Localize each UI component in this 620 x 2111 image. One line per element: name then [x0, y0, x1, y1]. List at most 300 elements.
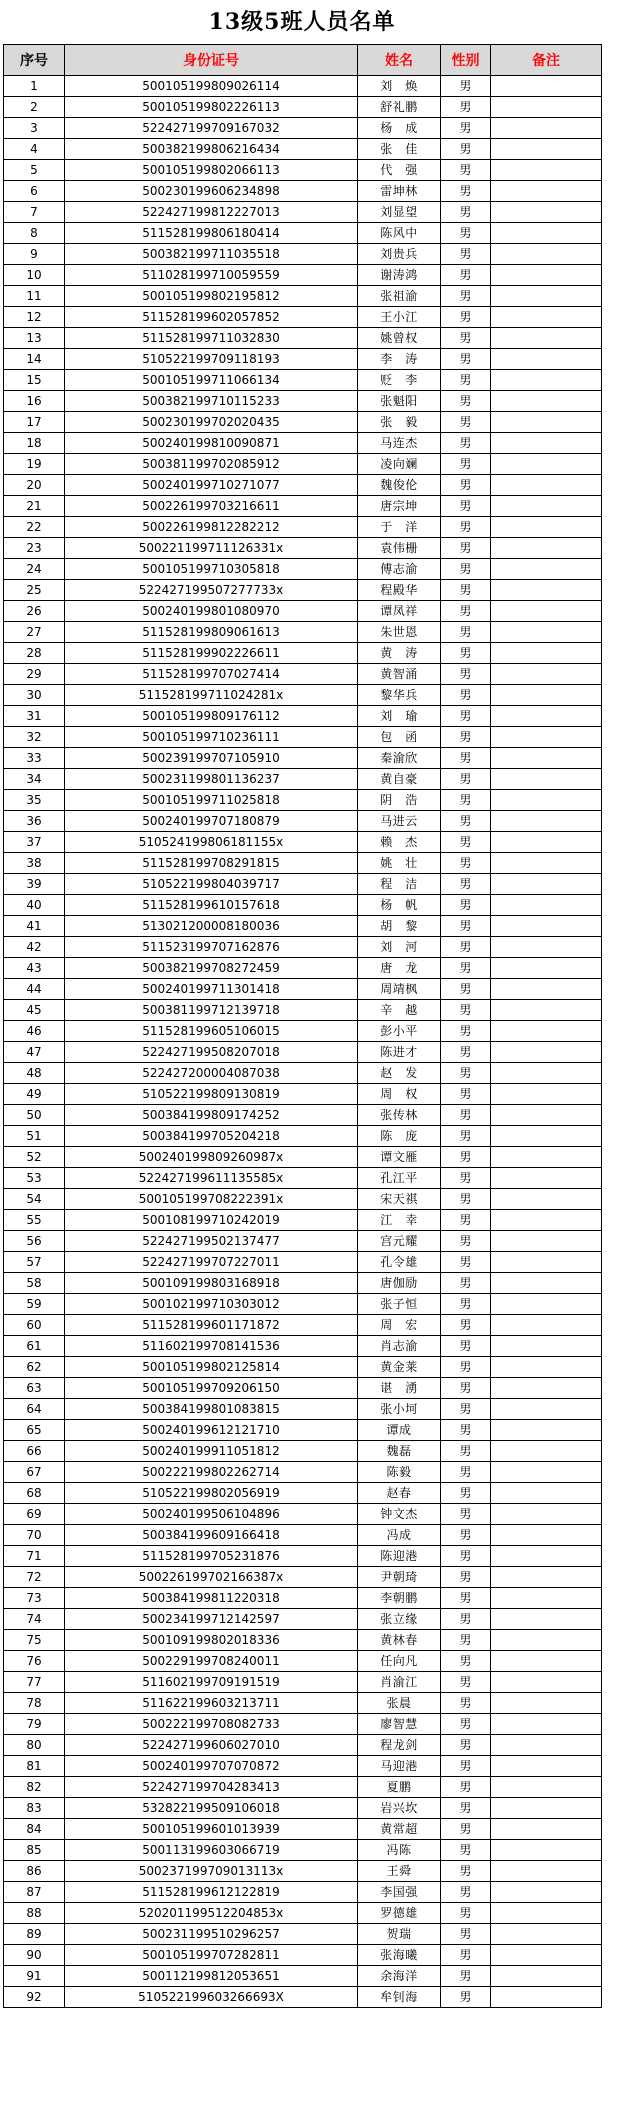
row-id-number: 511528199708291815 — [65, 853, 358, 874]
row-remark — [491, 1609, 602, 1630]
table-row — [4, 1882, 602, 1903]
row-seq: 62 — [4, 1357, 65, 1378]
row-id-number: 500240199911051812 — [65, 1441, 358, 1462]
row-remark — [491, 1273, 602, 1294]
row-seq: 68 — [4, 1483, 65, 1504]
row-remark — [491, 832, 602, 853]
row-name: 李 涛 — [358, 349, 441, 370]
row-id-number: 500105199802226113 — [65, 97, 358, 118]
row-gender: 男 — [441, 811, 491, 832]
row-remark — [491, 1462, 602, 1483]
table-row — [4, 496, 602, 517]
row-seq: 41 — [4, 916, 65, 937]
row-seq: 61 — [4, 1336, 65, 1357]
row-seq: 55 — [4, 1210, 65, 1231]
row-id-number: 500237199709013113x — [65, 1861, 358, 1882]
row-seq: 91 — [4, 1966, 65, 1987]
table-row — [4, 1651, 602, 1672]
row-remark — [491, 1357, 602, 1378]
table-row — [4, 1378, 602, 1399]
row-gender: 男 — [441, 1378, 491, 1399]
table-row — [4, 454, 602, 475]
table-row — [4, 1105, 602, 1126]
row-remark — [491, 286, 602, 307]
row-seq: 45 — [4, 1000, 65, 1021]
row-remark — [491, 853, 602, 874]
row-id-number: 510522199603266693X — [65, 1987, 358, 2008]
roster-body — [4, 76, 602, 2008]
row-name: 黄林春 — [358, 1630, 441, 1651]
row-id-number: 511528199605106015 — [65, 1021, 358, 1042]
table-row — [4, 328, 602, 349]
row-name: 陈迎港 — [358, 1546, 441, 1567]
row-name: 夏鹏 — [358, 1777, 441, 1798]
row-name: 尹朝琦 — [358, 1567, 441, 1588]
table-row — [4, 1315, 602, 1336]
row-gender: 男 — [441, 1441, 491, 1462]
row-remark — [491, 1819, 602, 1840]
table-row — [4, 853, 602, 874]
header-id: 身份证号 — [65, 45, 358, 76]
row-name: 程 洁 — [358, 874, 441, 895]
row-remark — [491, 1924, 602, 1945]
row-id-number: 500240199710271077 — [65, 475, 358, 496]
table-row — [4, 118, 602, 139]
table-row — [4, 1924, 602, 1945]
row-gender: 男 — [441, 706, 491, 727]
row-seq: 72 — [4, 1567, 65, 1588]
row-seq: 4 — [4, 139, 65, 160]
row-seq: 29 — [4, 664, 65, 685]
row-name: 马迎港 — [358, 1756, 441, 1777]
row-id-number: 511528199612122819 — [65, 1882, 358, 1903]
row-gender: 男 — [441, 1777, 491, 1798]
row-remark — [491, 559, 602, 580]
row-gender: 男 — [441, 727, 491, 748]
row-remark — [491, 1189, 602, 1210]
row-seq: 83 — [4, 1798, 65, 1819]
row-remark — [491, 958, 602, 979]
row-id-number: 500384199809174252 — [65, 1105, 358, 1126]
row-seq: 86 — [4, 1861, 65, 1882]
row-gender: 男 — [441, 1546, 491, 1567]
row-id-number: 522427199508207018 — [65, 1042, 358, 1063]
row-remark — [491, 1084, 602, 1105]
row-id-number: 511528199711032830 — [65, 328, 358, 349]
row-seq: 76 — [4, 1651, 65, 1672]
row-id-number: 511528199806180414 — [65, 223, 358, 244]
table-row — [4, 1294, 602, 1315]
row-id-number: 500105199802066113 — [65, 160, 358, 181]
row-name: 钟文杰 — [358, 1504, 441, 1525]
row-remark — [491, 349, 602, 370]
row-remark — [491, 538, 602, 559]
row-name: 张海曦 — [358, 1945, 441, 1966]
row-name: 肖志渝 — [358, 1336, 441, 1357]
row-id-number: 500226199812282212 — [65, 517, 358, 538]
row-id-number: 500240199809260987x — [65, 1147, 358, 1168]
row-gender: 男 — [441, 244, 491, 265]
row-gender: 男 — [441, 412, 491, 433]
row-name: 唐伽励 — [358, 1273, 441, 1294]
row-name: 孔令雄 — [358, 1252, 441, 1273]
row-seq: 35 — [4, 790, 65, 811]
header-name: 姓名 — [358, 45, 441, 76]
row-gender: 男 — [441, 139, 491, 160]
row-gender: 男 — [441, 433, 491, 454]
row-gender: 男 — [441, 1252, 491, 1273]
row-id-number: 500105199710236111 — [65, 727, 358, 748]
row-seq: 22 — [4, 517, 65, 538]
table-row — [4, 202, 602, 223]
row-name: 马进云 — [358, 811, 441, 832]
table-row — [4, 1777, 602, 1798]
row-name: 程殿华 — [358, 580, 441, 601]
row-seq: 12 — [4, 307, 65, 328]
row-seq: 54 — [4, 1189, 65, 1210]
row-name: 周 宏 — [358, 1315, 441, 1336]
table-row — [4, 832, 602, 853]
row-gender: 男 — [441, 496, 491, 517]
row-id-number: 500105199809026114 — [65, 76, 358, 97]
row-remark — [491, 1021, 602, 1042]
row-gender: 男 — [441, 643, 491, 664]
table-row — [4, 244, 602, 265]
row-remark — [491, 811, 602, 832]
row-id-number: 510522199809130819 — [65, 1084, 358, 1105]
row-remark — [491, 1882, 602, 1903]
row-id-number: 500105199711025818 — [65, 790, 358, 811]
row-remark — [491, 307, 602, 328]
row-remark — [491, 517, 602, 538]
table-row — [4, 1420, 602, 1441]
row-gender: 男 — [441, 1966, 491, 1987]
row-gender: 男 — [441, 475, 491, 496]
row-name: 陈进才 — [358, 1042, 441, 1063]
row-seq: 74 — [4, 1609, 65, 1630]
table-row — [4, 706, 602, 727]
row-seq: 57 — [4, 1252, 65, 1273]
row-name: 凌向斓 — [358, 454, 441, 475]
row-name: 张子恒 — [358, 1294, 441, 1315]
table-row — [4, 223, 602, 244]
row-gender: 男 — [441, 1231, 491, 1252]
row-seq: 84 — [4, 1819, 65, 1840]
row-remark — [491, 1987, 602, 2008]
row-remark — [491, 328, 602, 349]
row-remark — [491, 1567, 602, 1588]
table-row — [4, 1210, 602, 1231]
row-gender: 男 — [441, 979, 491, 1000]
table-row — [4, 1084, 602, 1105]
row-name: 杨 成 — [358, 118, 441, 139]
row-remark — [491, 244, 602, 265]
row-seq: 37 — [4, 832, 65, 853]
table-row — [4, 97, 602, 118]
row-seq: 2 — [4, 97, 65, 118]
row-gender: 男 — [441, 1420, 491, 1441]
row-seq: 13 — [4, 328, 65, 349]
row-gender: 男 — [441, 349, 491, 370]
row-gender: 男 — [441, 1315, 491, 1336]
row-remark — [491, 223, 602, 244]
row-id-number: 500384199609166418 — [65, 1525, 358, 1546]
row-gender: 男 — [441, 1861, 491, 1882]
table-row — [4, 1672, 602, 1693]
table-row — [4, 1252, 602, 1273]
table-row — [4, 1399, 602, 1420]
row-seq: 77 — [4, 1672, 65, 1693]
row-id-number: 500240199711301418 — [65, 979, 358, 1000]
row-name: 赖 杰 — [358, 832, 441, 853]
row-gender: 男 — [441, 1714, 491, 1735]
table-row — [4, 664, 602, 685]
table-row — [4, 307, 602, 328]
row-gender: 男 — [441, 1168, 491, 1189]
row-name: 黄自豪 — [358, 769, 441, 790]
row-seq: 24 — [4, 559, 65, 580]
row-id-number: 500105199707282811 — [65, 1945, 358, 1966]
row-gender: 男 — [441, 202, 491, 223]
row-seq: 44 — [4, 979, 65, 1000]
row-id-number: 511528199809061613 — [65, 622, 358, 643]
row-seq: 28 — [4, 643, 65, 664]
row-seq: 73 — [4, 1588, 65, 1609]
row-seq: 90 — [4, 1945, 65, 1966]
row-remark — [491, 370, 602, 391]
row-seq: 85 — [4, 1840, 65, 1861]
row-gender: 男 — [441, 832, 491, 853]
row-name: 马连杰 — [358, 433, 441, 454]
row-name: 刘 河 — [358, 937, 441, 958]
row-gender: 男 — [441, 1630, 491, 1651]
row-remark — [491, 76, 602, 97]
row-gender: 男 — [441, 958, 491, 979]
row-remark — [491, 1861, 602, 1882]
row-name: 陈 庞 — [358, 1126, 441, 1147]
row-seq: 36 — [4, 811, 65, 832]
row-remark — [491, 769, 602, 790]
table-row — [4, 559, 602, 580]
row-id-number: 511528199601171872 — [65, 1315, 358, 1336]
row-name: 姚曾权 — [358, 328, 441, 349]
header-row — [4, 45, 602, 76]
row-name: 彭小平 — [358, 1021, 441, 1042]
row-name: 廖智慧 — [358, 1714, 441, 1735]
row-seq: 87 — [4, 1882, 65, 1903]
row-remark — [491, 97, 602, 118]
row-gender: 男 — [441, 118, 491, 139]
row-gender: 男 — [441, 97, 491, 118]
row-remark — [491, 1504, 602, 1525]
row-remark — [491, 664, 602, 685]
table-row — [4, 1756, 602, 1777]
row-gender: 男 — [441, 1273, 491, 1294]
row-seq: 47 — [4, 1042, 65, 1063]
row-gender: 男 — [441, 664, 491, 685]
table-row — [4, 1546, 602, 1567]
row-id-number: 500240199707180879 — [65, 811, 358, 832]
row-id-number: 532822199509106018 — [65, 1798, 358, 1819]
row-id-number: 522427199502137477 — [65, 1231, 358, 1252]
row-gender: 男 — [441, 790, 491, 811]
roster-table — [3, 44, 602, 2008]
table-row — [4, 1126, 602, 1147]
row-name: 黄常超 — [358, 1819, 441, 1840]
table-row — [4, 1966, 602, 1987]
row-name: 孔江平 — [358, 1168, 441, 1189]
row-name: 李朝鹏 — [358, 1588, 441, 1609]
row-id-number: 500240199612121710 — [65, 1420, 358, 1441]
row-seq: 25 — [4, 580, 65, 601]
row-gender: 男 — [441, 1840, 491, 1861]
row-name: 舒礼鹏 — [358, 97, 441, 118]
row-id-number: 500240199707070872 — [65, 1756, 358, 1777]
row-id-number: 511528199902226611 — [65, 643, 358, 664]
row-id-number: 500231199801136237 — [65, 769, 358, 790]
row-gender: 男 — [441, 1567, 491, 1588]
table-row — [4, 1000, 602, 1021]
table-row — [4, 1714, 602, 1735]
row-id-number: 513021200008180036 — [65, 916, 358, 937]
row-name: 张晨 — [358, 1693, 441, 1714]
table-row — [4, 1336, 602, 1357]
row-remark — [491, 1000, 602, 1021]
page-title: 13级5班人员名单 — [208, 9, 396, 35]
row-remark — [491, 874, 602, 895]
row-id-number: 500229199708240011 — [65, 1651, 358, 1672]
row-gender: 男 — [441, 538, 491, 559]
row-remark — [491, 916, 602, 937]
table-row — [4, 181, 602, 202]
row-name: 周 权 — [358, 1084, 441, 1105]
row-name: 刘贵兵 — [358, 244, 441, 265]
table-row — [4, 1630, 602, 1651]
row-name: 魏俊伦 — [358, 475, 441, 496]
row-seq: 7 — [4, 202, 65, 223]
row-name: 宋天祺 — [358, 1189, 441, 1210]
table-row — [4, 601, 602, 622]
row-id-number: 500230199702020435 — [65, 412, 358, 433]
row-id-number: 500384199811220318 — [65, 1588, 358, 1609]
row-seq: 67 — [4, 1462, 65, 1483]
table-row — [4, 1042, 602, 1063]
row-seq: 39 — [4, 874, 65, 895]
row-remark — [491, 1042, 602, 1063]
row-id-number: 500221199711126331x — [65, 538, 358, 559]
row-remark — [491, 1336, 602, 1357]
row-id-number: 500384199705204218 — [65, 1126, 358, 1147]
table-row — [4, 1189, 602, 1210]
row-name: 魏磊 — [358, 1441, 441, 1462]
row-seq: 33 — [4, 748, 65, 769]
row-name: 辛 越 — [358, 1000, 441, 1021]
row-seq: 81 — [4, 1756, 65, 1777]
row-name: 罗德雄 — [358, 1903, 441, 1924]
row-name: 张立缘 — [358, 1609, 441, 1630]
table-row — [4, 1903, 602, 1924]
row-gender: 男 — [441, 769, 491, 790]
row-name: 朱世恩 — [358, 622, 441, 643]
table-row — [4, 1063, 602, 1084]
row-seq: 56 — [4, 1231, 65, 1252]
row-name: 张 佳 — [358, 139, 441, 160]
row-gender: 男 — [441, 1147, 491, 1168]
header-remark: 备注 — [491, 45, 602, 76]
row-id-number: 511528199705231876 — [65, 1546, 358, 1567]
row-gender: 男 — [441, 1819, 491, 1840]
row-seq: 10 — [4, 265, 65, 286]
row-id-number: 500382199708272459 — [65, 958, 358, 979]
row-id-number: 522427199812227013 — [65, 202, 358, 223]
row-seq: 26 — [4, 601, 65, 622]
row-remark — [491, 1441, 602, 1462]
row-remark — [491, 1693, 602, 1714]
table-row — [4, 1987, 602, 2008]
row-name: 黄智涌 — [358, 664, 441, 685]
row-seq: 64 — [4, 1399, 65, 1420]
row-gender: 男 — [441, 895, 491, 916]
row-gender: 男 — [441, 1945, 491, 1966]
row-id-number: 500382199806216434 — [65, 139, 358, 160]
table-row — [4, 643, 602, 664]
row-name: 王舜 — [358, 1861, 441, 1882]
table-row — [4, 475, 602, 496]
row-id-number: 511528199610157618 — [65, 895, 358, 916]
table-row — [4, 622, 602, 643]
row-remark — [491, 1420, 602, 1441]
table-row — [4, 790, 602, 811]
row-remark — [491, 1231, 602, 1252]
row-seq: 31 — [4, 706, 65, 727]
row-seq: 42 — [4, 937, 65, 958]
row-name: 刘显望 — [358, 202, 441, 223]
row-id-number: 522427200004087038 — [65, 1063, 358, 1084]
table-row — [4, 748, 602, 769]
row-gender: 男 — [441, 1063, 491, 1084]
row-id-number: 511528199711024281x — [65, 685, 358, 706]
row-id-number: 511528199602057852 — [65, 307, 358, 328]
row-seq: 9 — [4, 244, 65, 265]
row-gender: 男 — [441, 622, 491, 643]
row-id-number: 500105199709206150 — [65, 1378, 358, 1399]
row-name: 余海洋 — [358, 1966, 441, 1987]
row-remark — [491, 1252, 602, 1273]
row-seq: 58 — [4, 1273, 65, 1294]
row-seq: 27 — [4, 622, 65, 643]
row-name: 唐 龙 — [358, 958, 441, 979]
row-gender: 男 — [441, 874, 491, 895]
row-remark — [491, 391, 602, 412]
header-gender: 性别 — [441, 45, 491, 76]
row-id-number: 500381199712139718 — [65, 1000, 358, 1021]
row-seq: 79 — [4, 1714, 65, 1735]
row-gender: 男 — [441, 181, 491, 202]
row-remark — [491, 1945, 602, 1966]
row-gender: 男 — [441, 601, 491, 622]
row-id-number: 511523199707162876 — [65, 937, 358, 958]
row-gender: 男 — [441, 1924, 491, 1945]
row-gender: 男 — [441, 1210, 491, 1231]
row-seq: 82 — [4, 1777, 65, 1798]
row-name: 周靖枫 — [358, 979, 441, 1000]
table-row — [4, 1567, 602, 1588]
row-seq: 92 — [4, 1987, 65, 2008]
table-row — [4, 1147, 602, 1168]
row-gender: 男 — [441, 1021, 491, 1042]
row-gender: 男 — [441, 1651, 491, 1672]
row-gender: 男 — [441, 1798, 491, 1819]
